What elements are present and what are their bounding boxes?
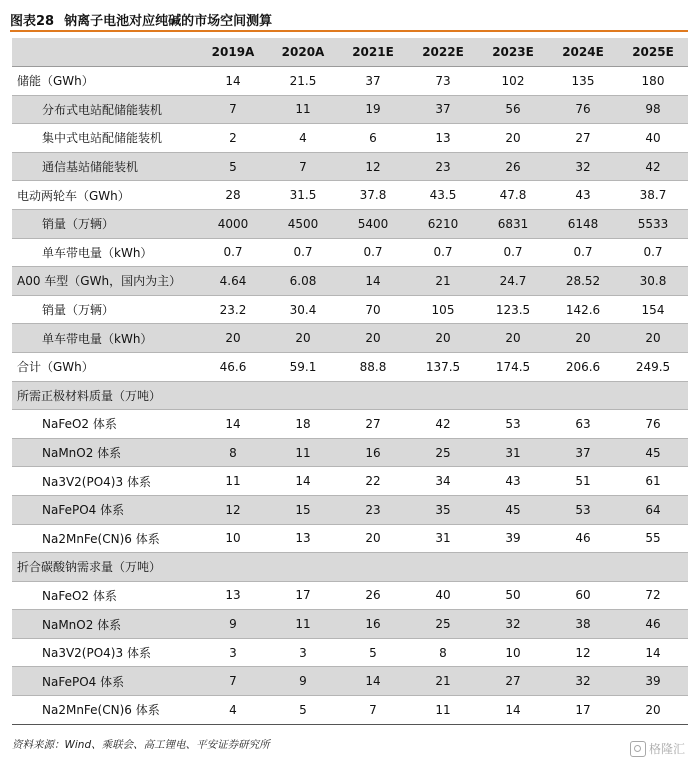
table-row xyxy=(12,152,688,181)
value-cell: 32 xyxy=(478,610,548,639)
value-cell: 43.5 xyxy=(408,181,478,210)
value-cell: 8 xyxy=(198,438,268,467)
value-cell xyxy=(198,381,268,410)
value-cell: 76 xyxy=(548,95,618,124)
value-cell xyxy=(618,381,688,410)
value-cell: 43 xyxy=(548,181,618,210)
value-cell: 15 xyxy=(268,495,338,524)
value-cell: 23 xyxy=(408,152,478,181)
value-cell: 8 xyxy=(408,638,478,667)
value-cell: 0.7 xyxy=(198,238,268,267)
table-row xyxy=(12,638,688,667)
row-label: 所需正极材料质量（万吨） xyxy=(12,381,198,410)
figure-title xyxy=(10,8,688,32)
row-label: 储能（GWh） xyxy=(12,67,198,96)
value-cell: 0.7 xyxy=(268,238,338,267)
value-cell: 0.7 xyxy=(548,238,618,267)
figure-caption: 钠离子电池对应纯碱的市场空间测算 xyxy=(64,13,273,29)
value-cell: 10 xyxy=(198,524,268,553)
table-row xyxy=(12,267,688,296)
value-cell: 13 xyxy=(268,524,338,553)
value-cell: 137.5 xyxy=(408,352,478,381)
value-cell: 37 xyxy=(338,67,408,96)
table-row xyxy=(12,124,688,153)
value-cell: 5 xyxy=(268,696,338,725)
table-row xyxy=(12,410,688,439)
value-cell: 46 xyxy=(618,610,688,639)
value-cell: 6148 xyxy=(548,209,618,238)
table-row xyxy=(12,610,688,639)
row-label: 销量（万辆） xyxy=(12,295,198,324)
value-cell: 76 xyxy=(618,410,688,439)
table-row xyxy=(12,67,688,96)
value-cell: 9 xyxy=(268,667,338,696)
value-cell: 61 xyxy=(618,467,688,496)
row-label: 分布式电站配储能装机 xyxy=(12,95,198,124)
value-cell: 7 xyxy=(268,152,338,181)
value-cell: 31 xyxy=(478,438,548,467)
value-cell: 28.52 xyxy=(548,267,618,296)
value-cell: 4 xyxy=(198,696,268,725)
value-cell: 102 xyxy=(478,67,548,96)
watermark-logo-icon xyxy=(630,741,646,757)
value-cell: 59.1 xyxy=(268,352,338,381)
value-cell: 40 xyxy=(408,581,478,610)
value-cell: 31 xyxy=(408,524,478,553)
value-cell: 20 xyxy=(338,324,408,353)
row-label: NaFePO4 体系 xyxy=(12,667,198,696)
table-row xyxy=(12,667,688,696)
value-cell: 123.5 xyxy=(478,295,548,324)
figure-number: 图表28 xyxy=(10,13,55,29)
value-cell: 32 xyxy=(548,152,618,181)
value-cell: 20 xyxy=(478,324,548,353)
value-cell: 20 xyxy=(338,524,408,553)
table-row xyxy=(12,381,688,410)
value-cell: 55 xyxy=(618,524,688,553)
value-cell: 20 xyxy=(198,324,268,353)
value-cell xyxy=(268,553,338,582)
table-row xyxy=(12,467,688,496)
row-label: 单车带电量（kWh） xyxy=(12,324,198,353)
value-cell: 142.6 xyxy=(548,295,618,324)
header-cell: 2022E xyxy=(408,38,478,67)
row-label: 单车带电量（kWh） xyxy=(12,238,198,267)
row-label: 合计（GWh） xyxy=(12,352,198,381)
value-cell: 47.8 xyxy=(478,181,548,210)
value-cell: 73 xyxy=(408,67,478,96)
value-cell: 26 xyxy=(338,581,408,610)
value-cell: 27 xyxy=(548,124,618,153)
value-cell: 42 xyxy=(618,152,688,181)
value-cell: 37.8 xyxy=(338,181,408,210)
value-cell: 20 xyxy=(618,324,688,353)
value-cell: 7 xyxy=(338,696,408,725)
value-cell: 11 xyxy=(198,467,268,496)
table-row xyxy=(12,238,688,267)
value-cell: 3 xyxy=(198,638,268,667)
value-cell: 180 xyxy=(618,67,688,96)
row-label: 销量（万辆） xyxy=(12,209,198,238)
value-cell: 39 xyxy=(478,524,548,553)
table-body xyxy=(12,67,688,725)
table-header-row xyxy=(12,38,688,67)
value-cell xyxy=(198,553,268,582)
value-cell: 14 xyxy=(478,696,548,725)
value-cell: 53 xyxy=(478,410,548,439)
value-cell: 18 xyxy=(268,410,338,439)
value-cell: 6831 xyxy=(478,209,548,238)
value-cell: 21 xyxy=(408,267,478,296)
watermark-text: 格隆汇 xyxy=(648,742,685,756)
value-cell: 11 xyxy=(268,610,338,639)
value-cell: 5 xyxy=(338,638,408,667)
value-cell: 38 xyxy=(548,610,618,639)
value-cell: 11 xyxy=(408,696,478,725)
value-cell: 19 xyxy=(338,95,408,124)
row-label: 通信基站储能装机 xyxy=(12,152,198,181)
value-cell: 4.64 xyxy=(198,267,268,296)
table-row xyxy=(12,95,688,124)
value-cell: 63 xyxy=(548,410,618,439)
table-row xyxy=(12,438,688,467)
value-cell: 40 xyxy=(618,124,688,153)
row-label: A00 车型（GWh，国内为主） xyxy=(12,267,198,296)
table-row xyxy=(12,696,688,725)
value-cell: 25 xyxy=(408,610,478,639)
table-row xyxy=(12,524,688,553)
value-cell: 14 xyxy=(198,67,268,96)
row-label: NaFePO4 体系 xyxy=(12,495,198,524)
header-cell: 2025E xyxy=(618,38,688,67)
value-cell: 5 xyxy=(198,152,268,181)
value-cell: 51 xyxy=(548,467,618,496)
value-cell: 45 xyxy=(618,438,688,467)
row-label: NaMnO2 体系 xyxy=(12,610,198,639)
value-cell: 46.6 xyxy=(198,352,268,381)
value-cell: 12 xyxy=(338,152,408,181)
value-cell xyxy=(338,553,408,582)
row-label: Na3V2(PO4)3 体系 xyxy=(12,467,198,496)
value-cell: 27 xyxy=(478,667,548,696)
value-cell: 5400 xyxy=(338,209,408,238)
row-label: Na3V2(PO4)3 体系 xyxy=(12,638,198,667)
value-cell: 24.7 xyxy=(478,267,548,296)
value-cell: 12 xyxy=(198,495,268,524)
value-cell xyxy=(408,553,478,582)
value-cell: 10 xyxy=(478,638,548,667)
table-row xyxy=(12,553,688,582)
value-cell xyxy=(408,381,478,410)
value-cell: 11 xyxy=(268,438,338,467)
value-cell: 30.4 xyxy=(268,295,338,324)
value-cell: 5533 xyxy=(618,209,688,238)
value-cell: 0.7 xyxy=(338,238,408,267)
value-cell: 43 xyxy=(478,467,548,496)
value-cell: 45 xyxy=(478,495,548,524)
value-cell: 20 xyxy=(548,324,618,353)
value-cell: 39 xyxy=(618,667,688,696)
value-cell: 35 xyxy=(408,495,478,524)
value-cell: 88.8 xyxy=(338,352,408,381)
value-cell: 60 xyxy=(548,581,618,610)
table-row xyxy=(12,352,688,381)
header-cell: 2023E xyxy=(478,38,548,67)
value-cell: 53 xyxy=(548,495,618,524)
value-cell: 20 xyxy=(478,124,548,153)
market-estimate-table xyxy=(12,38,688,725)
value-cell: 0.7 xyxy=(478,238,548,267)
value-cell xyxy=(478,381,548,410)
value-cell: 26 xyxy=(478,152,548,181)
value-cell: 30.8 xyxy=(618,267,688,296)
row-label: 电动两轮车（GWh） xyxy=(12,181,198,210)
value-cell: 12 xyxy=(548,638,618,667)
source-note: 资料来源：Wind、乘联会、高工锂电、平安证券研究所 xyxy=(12,739,270,751)
value-cell: 21.5 xyxy=(268,67,338,96)
header-cell: 2024E xyxy=(548,38,618,67)
row-label: 折合碳酸钠需求量（万吨） xyxy=(12,553,198,582)
value-cell xyxy=(548,553,618,582)
value-cell: 42 xyxy=(408,410,478,439)
value-cell: 4000 xyxy=(198,209,268,238)
value-cell: 25 xyxy=(408,438,478,467)
value-cell: 2 xyxy=(198,124,268,153)
value-cell: 13 xyxy=(198,581,268,610)
value-cell: 20 xyxy=(408,324,478,353)
value-cell: 50 xyxy=(478,581,548,610)
value-cell: 4500 xyxy=(268,209,338,238)
value-cell: 20 xyxy=(268,324,338,353)
value-cell: 6 xyxy=(338,124,408,153)
row-label: NaFeO2 体系 xyxy=(12,581,198,610)
value-cell: 27 xyxy=(338,410,408,439)
value-cell: 38.7 xyxy=(618,181,688,210)
value-cell: 135 xyxy=(548,67,618,96)
table-row xyxy=(12,581,688,610)
value-cell xyxy=(478,553,548,582)
value-cell: 37 xyxy=(408,95,478,124)
value-cell: 22 xyxy=(338,467,408,496)
value-cell xyxy=(618,553,688,582)
watermark xyxy=(630,740,685,757)
value-cell xyxy=(268,381,338,410)
value-cell: 14 xyxy=(618,638,688,667)
value-cell: 32 xyxy=(548,667,618,696)
value-cell: 14 xyxy=(338,267,408,296)
value-cell: 34 xyxy=(408,467,478,496)
value-cell: 9 xyxy=(198,610,268,639)
value-cell: 174.5 xyxy=(478,352,548,381)
value-cell: 0.7 xyxy=(618,238,688,267)
value-cell: 16 xyxy=(338,610,408,639)
value-cell: 70 xyxy=(338,295,408,324)
value-cell: 249.5 xyxy=(618,352,688,381)
value-cell: 14 xyxy=(198,410,268,439)
value-cell xyxy=(338,381,408,410)
table-row xyxy=(12,209,688,238)
value-cell: 31.5 xyxy=(268,181,338,210)
value-cell: 7 xyxy=(198,667,268,696)
value-cell: 7 xyxy=(198,95,268,124)
table-row xyxy=(12,181,688,210)
value-cell: 16 xyxy=(338,438,408,467)
header-cell: 2021E xyxy=(338,38,408,67)
value-cell: 206.6 xyxy=(548,352,618,381)
value-cell: 23 xyxy=(338,495,408,524)
row-label: Na2MnFe(CN)6 体系 xyxy=(12,524,198,553)
header-cell: 2019A xyxy=(198,38,268,67)
value-cell: 17 xyxy=(268,581,338,610)
table-row xyxy=(12,324,688,353)
value-cell: 14 xyxy=(338,667,408,696)
value-cell: 23.2 xyxy=(198,295,268,324)
row-label: Na2MnFe(CN)6 体系 xyxy=(12,696,198,725)
value-cell: 105 xyxy=(408,295,478,324)
value-cell: 21 xyxy=(408,667,478,696)
header-cell xyxy=(12,38,198,67)
value-cell: 20 xyxy=(618,696,688,725)
value-cell: 46 xyxy=(548,524,618,553)
value-cell: 11 xyxy=(268,95,338,124)
value-cell: 13 xyxy=(408,124,478,153)
value-cell: 6.08 xyxy=(268,267,338,296)
row-label: NaFeO2 体系 xyxy=(12,410,198,439)
table-row xyxy=(12,295,688,324)
value-cell: 0.7 xyxy=(408,238,478,267)
value-cell: 154 xyxy=(618,295,688,324)
value-cell: 14 xyxy=(268,467,338,496)
value-cell: 6210 xyxy=(408,209,478,238)
value-cell: 28 xyxy=(198,181,268,210)
value-cell: 72 xyxy=(618,581,688,610)
table-row xyxy=(12,495,688,524)
value-cell: 4 xyxy=(268,124,338,153)
value-cell: 37 xyxy=(548,438,618,467)
row-label: 集中式电站配储能装机 xyxy=(12,124,198,153)
value-cell xyxy=(548,381,618,410)
value-cell: 98 xyxy=(618,95,688,124)
value-cell: 17 xyxy=(548,696,618,725)
value-cell: 56 xyxy=(478,95,548,124)
value-cell: 3 xyxy=(268,638,338,667)
value-cell: 64 xyxy=(618,495,688,524)
header-cell: 2020A xyxy=(268,38,338,67)
row-label: NaMnO2 体系 xyxy=(12,438,198,467)
